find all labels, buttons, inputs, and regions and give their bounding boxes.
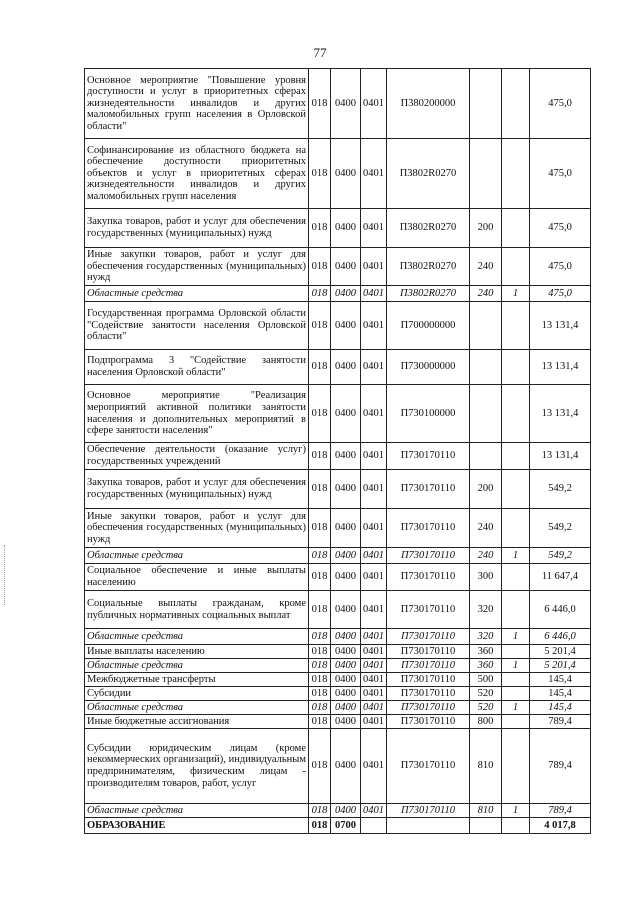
cell-amount: 549,2	[530, 548, 591, 564]
cell-csr: П730170110	[387, 804, 470, 818]
cell-src	[502, 385, 530, 443]
cell-csr: П730170110	[387, 645, 470, 659]
cell-name: Закупка товаров, работ и услуг для обеспечения государственных (муниципальных) нужд	[85, 470, 309, 509]
table-row	[85, 818, 591, 834]
cell-csr: П730170110	[387, 548, 470, 564]
cell-vr: 810	[470, 729, 502, 804]
cell-vr: 240	[470, 248, 502, 286]
cell-amount: 145,4	[530, 701, 591, 715]
table-row	[85, 729, 591, 804]
cell-grbs: 018	[309, 818, 331, 834]
table-row	[85, 687, 591, 701]
table-row	[85, 701, 591, 715]
cell-vr	[470, 302, 502, 350]
cell-pr: 0401	[361, 645, 387, 659]
cell-csr: П730170110	[387, 687, 470, 701]
cell-grbs: 018	[309, 564, 331, 591]
cell-grbs: 018	[309, 385, 331, 443]
table-row	[85, 69, 591, 139]
cell-vr: 360	[470, 645, 502, 659]
cell-vr	[470, 139, 502, 209]
cell-csr: П730170110	[387, 443, 470, 470]
cell-pr: 0401	[361, 629, 387, 645]
cell-src	[502, 591, 530, 629]
cell-vr: 800	[470, 715, 502, 729]
cell-name: Обеспечение деятельности (оказание услуг) государственных учреждений	[85, 443, 309, 470]
table-row	[85, 659, 591, 673]
cell-rz: 0400	[331, 591, 361, 629]
cell-rz: 0400	[331, 645, 361, 659]
cell-name: Областные средства	[85, 629, 309, 645]
cell-src	[502, 69, 530, 139]
cell-pr: 0401	[361, 385, 387, 443]
cell-csr: П730170110	[387, 701, 470, 715]
cell-vr	[470, 69, 502, 139]
cell-rz: 0400	[331, 443, 361, 470]
table-row	[85, 509, 591, 548]
cell-pr: 0401	[361, 443, 387, 470]
cell-src	[502, 350, 530, 385]
scan-margin-marks	[4, 545, 8, 605]
cell-pr: 0401	[361, 509, 387, 548]
cell-grbs: 018	[309, 69, 331, 139]
cell-csr: П3802R0270	[387, 139, 470, 209]
cell-pr: 0401	[361, 659, 387, 673]
table-row	[85, 548, 591, 564]
cell-grbs: 018	[309, 673, 331, 687]
cell-amount: 4 017,8	[530, 818, 591, 834]
table-row	[85, 715, 591, 729]
cell-amount: 13 131,4	[530, 443, 591, 470]
cell-src	[502, 470, 530, 509]
cell-grbs: 018	[309, 687, 331, 701]
table-row	[85, 591, 591, 629]
page-number: 77	[313, 45, 327, 60]
cell-vr: 300	[470, 564, 502, 591]
cell-name: Субсидии юридическим лицам (кроме некоммерческих организаций), индивидуальным предпринимателям, физическим лицам - производителям товаров, работ, услуг	[85, 729, 309, 804]
cell-amount: 549,2	[530, 509, 591, 548]
cell-rz: 0400	[331, 729, 361, 804]
table-row	[85, 385, 591, 443]
cell-pr: 0401	[361, 715, 387, 729]
cell-csr: П730170110	[387, 715, 470, 729]
cell-rz: 0400	[331, 509, 361, 548]
cell-rz: 0400	[331, 564, 361, 591]
cell-vr: 520	[470, 701, 502, 715]
cell-vr	[470, 385, 502, 443]
cell-grbs: 018	[309, 715, 331, 729]
cell-grbs: 018	[309, 139, 331, 209]
cell-name: Межбюджетные трансферты	[85, 673, 309, 687]
table-row	[85, 470, 591, 509]
cell-amount: 13 131,4	[530, 350, 591, 385]
cell-csr: П730170110	[387, 659, 470, 673]
cell-src: 1	[502, 286, 530, 302]
cell-name: Основное мероприятие "Повышение уровня доступности и услуг в приоритетных сферах жизнедеятельности инвалидов и других маломобильных групп населения в Орловской области"	[85, 69, 309, 139]
cell-rz: 0400	[331, 673, 361, 687]
cell-vr: 200	[470, 470, 502, 509]
cell-amount: 789,4	[530, 804, 591, 818]
cell-pr	[361, 818, 387, 834]
cell-name: Социальное обеспечение и иные выплаты населению	[85, 564, 309, 591]
table-row	[85, 443, 591, 470]
cell-grbs: 018	[309, 248, 331, 286]
cell-amount: 475,0	[530, 286, 591, 302]
cell-vr: 240	[470, 548, 502, 564]
cell-pr: 0401	[361, 209, 387, 248]
cell-name: Подпрограмма 3 "Содействие занятости населения Орловской области"	[85, 350, 309, 385]
cell-rz: 0400	[331, 69, 361, 139]
cell-rz: 0400	[331, 629, 361, 645]
cell-amount: 549,2	[530, 470, 591, 509]
cell-src: 1	[502, 701, 530, 715]
cell-grbs: 018	[309, 659, 331, 673]
cell-name: Областные средства	[85, 659, 309, 673]
budget-table	[84, 68, 591, 834]
cell-rz: 0400	[331, 286, 361, 302]
cell-name: ОБРАЗОВАНИЕ	[85, 818, 309, 834]
cell-csr: П700000000	[387, 302, 470, 350]
cell-src	[502, 687, 530, 701]
table-row	[85, 302, 591, 350]
cell-pr: 0401	[361, 350, 387, 385]
cell-vr	[470, 818, 502, 834]
cell-grbs: 018	[309, 209, 331, 248]
cell-amount: 475,0	[530, 139, 591, 209]
cell-rz: 0400	[331, 701, 361, 715]
table-row	[85, 209, 591, 248]
cell-rz: 0400	[331, 548, 361, 564]
cell-src	[502, 564, 530, 591]
cell-amount: 475,0	[530, 69, 591, 139]
cell-grbs: 018	[309, 302, 331, 350]
cell-pr: 0401	[361, 548, 387, 564]
cell-pr: 0401	[361, 69, 387, 139]
cell-src	[502, 302, 530, 350]
cell-pr: 0401	[361, 470, 387, 509]
cell-csr: П730170110	[387, 673, 470, 687]
cell-csr: П3802R0270	[387, 248, 470, 286]
cell-vr: 360	[470, 659, 502, 673]
cell-rz: 0400	[331, 470, 361, 509]
cell-vr: 200	[470, 209, 502, 248]
cell-vr: 520	[470, 687, 502, 701]
cell-amount: 145,4	[530, 673, 591, 687]
table-row	[85, 645, 591, 659]
table-row	[85, 286, 591, 302]
table-row	[85, 139, 591, 209]
cell-src	[502, 139, 530, 209]
cell-src	[502, 818, 530, 834]
table-row	[85, 564, 591, 591]
cell-grbs: 018	[309, 470, 331, 509]
cell-csr: П730170110	[387, 564, 470, 591]
cell-pr: 0401	[361, 687, 387, 701]
cell-csr: П3802R0270	[387, 286, 470, 302]
cell-grbs: 018	[309, 350, 331, 385]
cell-grbs: 018	[309, 591, 331, 629]
cell-amount: 11 647,4	[530, 564, 591, 591]
cell-grbs: 018	[309, 729, 331, 804]
cell-csr: П730100000	[387, 385, 470, 443]
cell-amount: 13 131,4	[530, 385, 591, 443]
cell-name: Областные средства	[85, 548, 309, 564]
cell-src: 1	[502, 804, 530, 818]
cell-grbs: 018	[309, 509, 331, 548]
cell-pr: 0401	[361, 286, 387, 302]
cell-rz: 0400	[331, 302, 361, 350]
cell-src	[502, 509, 530, 548]
cell-amount: 475,0	[530, 209, 591, 248]
cell-vr	[470, 350, 502, 385]
cell-pr: 0401	[361, 139, 387, 209]
cell-src	[502, 645, 530, 659]
cell-rz: 0400	[331, 687, 361, 701]
cell-grbs: 018	[309, 548, 331, 564]
cell-src: 1	[502, 548, 530, 564]
cell-pr: 0401	[361, 729, 387, 804]
cell-name: Субсидии	[85, 687, 309, 701]
cell-vr	[470, 443, 502, 470]
cell-csr: П380200000	[387, 69, 470, 139]
table-row	[85, 629, 591, 645]
cell-rz: 0400	[331, 659, 361, 673]
cell-csr: П730170110	[387, 509, 470, 548]
table-row	[85, 350, 591, 385]
cell-src	[502, 729, 530, 804]
cell-src	[502, 673, 530, 687]
cell-grbs: 018	[309, 701, 331, 715]
cell-src: 1	[502, 629, 530, 645]
cell-pr: 0401	[361, 248, 387, 286]
cell-grbs: 018	[309, 286, 331, 302]
cell-pr: 0401	[361, 564, 387, 591]
cell-name: Иные закупки товаров, работ и услуг для обеспечения государственных (муниципальных) нужд	[85, 509, 309, 548]
cell-name: Областные средства	[85, 804, 309, 818]
cell-csr: П730000000	[387, 350, 470, 385]
cell-csr: П730170110	[387, 470, 470, 509]
cell-pr: 0401	[361, 701, 387, 715]
cell-csr: П730170110	[387, 629, 470, 645]
cell-name: Закупка товаров, работ и услуг для обеспечения государственных (муниципальных) нужд	[85, 209, 309, 248]
cell-rz: 0400	[331, 804, 361, 818]
cell-src	[502, 248, 530, 286]
cell-pr: 0401	[361, 804, 387, 818]
cell-amount: 13 131,4	[530, 302, 591, 350]
cell-rz: 0400	[331, 209, 361, 248]
cell-amount: 475,0	[530, 248, 591, 286]
cell-name: Социальные выплаты гражданам, кроме публичных нормативных социальных выплат	[85, 591, 309, 629]
cell-amount: 145,4	[530, 687, 591, 701]
cell-amount: 6 446,0	[530, 591, 591, 629]
cell-name: Иные выплаты населению	[85, 645, 309, 659]
cell-amount: 5 201,4	[530, 659, 591, 673]
cell-vr: 320	[470, 629, 502, 645]
cell-amount: 789,4	[530, 715, 591, 729]
cell-name: Областные средства	[85, 701, 309, 715]
cell-csr: П3802R0270	[387, 209, 470, 248]
cell-pr: 0401	[361, 302, 387, 350]
cell-vr: 240	[470, 286, 502, 302]
cell-vr: 320	[470, 591, 502, 629]
cell-grbs: 018	[309, 629, 331, 645]
cell-vr: 810	[470, 804, 502, 818]
cell-rz: 0400	[331, 139, 361, 209]
table-row	[85, 673, 591, 687]
cell-grbs: 018	[309, 443, 331, 470]
cell-name: Основное мероприятие "Реализация мероприятий активной политики занятости населения и дополнительных мероприятий в сфере занятости населения"	[85, 385, 309, 443]
cell-src	[502, 443, 530, 470]
cell-vr: 500	[470, 673, 502, 687]
table-row	[85, 248, 591, 286]
cell-rz: 0400	[331, 715, 361, 729]
cell-rz: 0400	[331, 248, 361, 286]
cell-src	[502, 209, 530, 248]
cell-csr: П730170110	[387, 591, 470, 629]
cell-grbs: 018	[309, 645, 331, 659]
cell-pr: 0401	[361, 673, 387, 687]
cell-amount: 6 446,0	[530, 629, 591, 645]
table-row	[85, 804, 591, 818]
cell-name: Софинансирование из областного бюджета на обеспечение доступности приоритетных объектов и услуг в приоритетных сферах жизнедеятельности инвалидов и других маломобильных групп населения	[85, 139, 309, 209]
cell-csr: П730170110	[387, 729, 470, 804]
cell-rz: 0700	[331, 818, 361, 834]
cell-name: Иные бюджетные ассигнования	[85, 715, 309, 729]
cell-name: Государственная программа Орловской области "Содействие занятости населения Орловской области"	[85, 302, 309, 350]
cell-amount: 5 201,4	[530, 645, 591, 659]
cell-amount: 789,4	[530, 729, 591, 804]
cell-name: Областные средства	[85, 286, 309, 302]
cell-grbs: 018	[309, 804, 331, 818]
cell-rz: 0400	[331, 385, 361, 443]
cell-vr: 240	[470, 509, 502, 548]
cell-name: Иные закупки товаров, работ и услуг для обеспечения государственных (муниципальных) нужд	[85, 248, 309, 286]
cell-csr	[387, 818, 470, 834]
cell-src: 1	[502, 659, 530, 673]
cell-src	[502, 715, 530, 729]
cell-pr: 0401	[361, 591, 387, 629]
cell-rz: 0400	[331, 350, 361, 385]
